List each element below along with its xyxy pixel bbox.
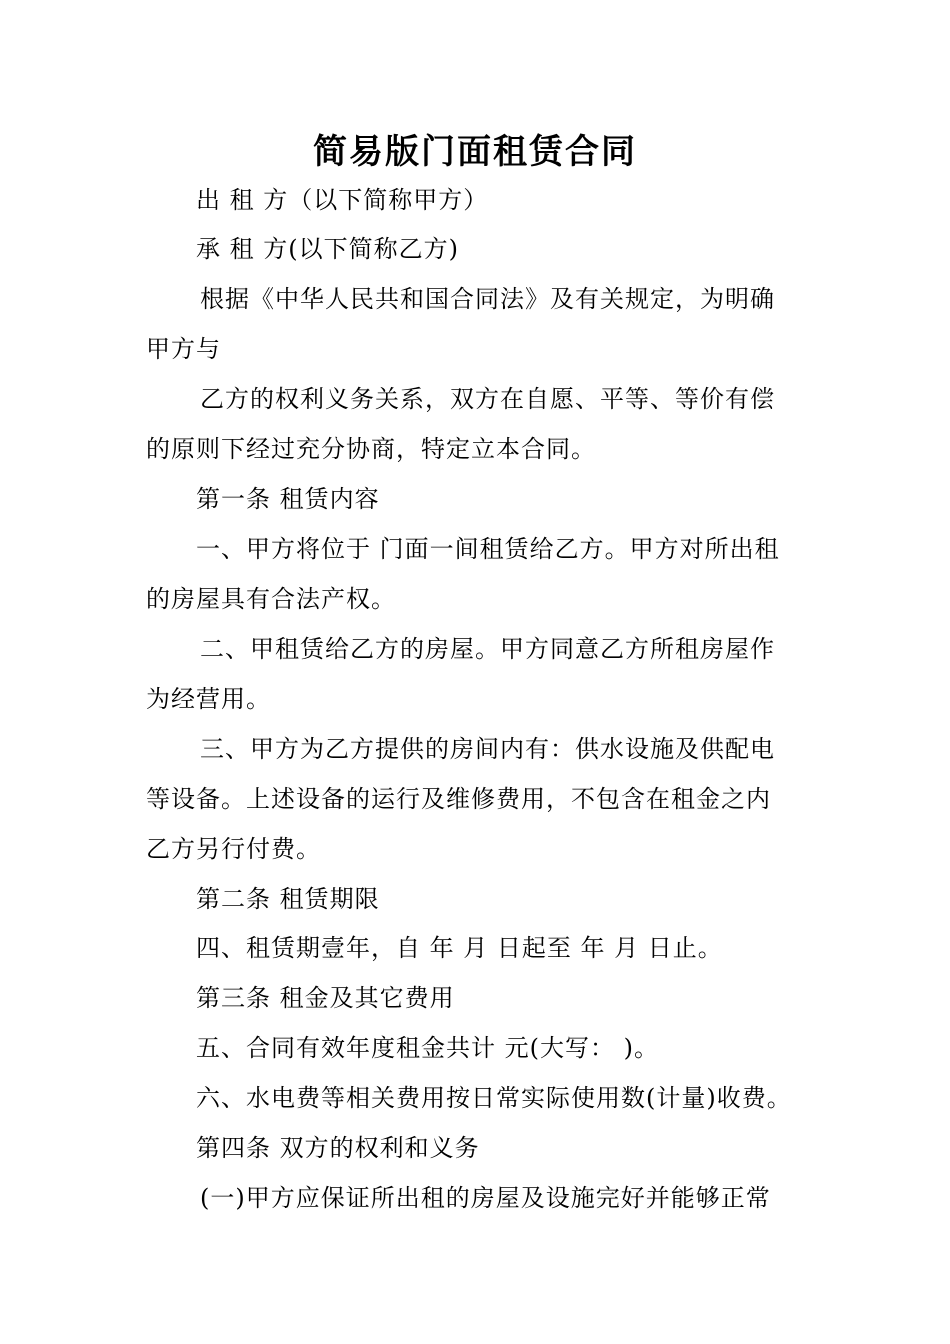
paragraph-line: 乙方另行付费。 <box>146 835 321 863</box>
paragraph-line: 一、甲方将位于 门面一间租赁给乙方。甲方对所出租 <box>196 535 780 563</box>
paragraph-line: 的原则下经过充分协商，特定立本合同。 <box>146 435 596 463</box>
paragraph-line: (一)甲方应保证所出租的房屋及设施完好并能够正常 <box>200 1184 771 1212</box>
document-title: 简易版门面租赁合同 <box>313 132 637 172</box>
paragraph-line: 根据《中华人民共和国合同法》及有关规定，为明确 <box>200 285 775 313</box>
paragraph-line: 甲方与 <box>146 335 221 363</box>
paragraph-line: 等设备。上述设备的运行及维修费用，不包含在租金之内 <box>146 785 771 813</box>
paragraph-line: 三、甲方为乙方提供的房间内有：供水设施及供配电 <box>200 735 775 763</box>
paragraph-line: 的房屋具有合法产权。 <box>146 585 396 613</box>
article-heading-2: 第二条 租赁期限 <box>196 885 380 913</box>
paragraph-line: 二、甲租赁给乙方的房屋。甲方同意乙方所租房屋作 <box>200 635 775 663</box>
paragraph-line: 为经营用。 <box>146 685 271 713</box>
article-heading-3: 第三条 租金及其它费用 <box>196 984 455 1012</box>
paragraph-line: 五、合同有效年度租金共计 元(大写： )。 <box>196 1034 659 1062</box>
article-heading-4: 第四条 双方的权利和义务 <box>196 1134 480 1162</box>
article-heading-1: 第一条 租赁内容 <box>196 485 380 513</box>
paragraph-line: 六、水电费等相关费用按日常实际使用数(计量)收费。 <box>196 1084 792 1112</box>
lessee-line: 承 租 方(以下简称乙方) <box>196 235 459 263</box>
lessor-line: 出 租 方（以下简称甲方） <box>196 186 489 214</box>
paragraph-line: 乙方的权利义务关系，双方在自愿、平等、等价有偿 <box>200 385 775 413</box>
paragraph-line: 四、租赁期壹年，自 年 月 日起至 年 月 日止。 <box>196 934 723 962</box>
